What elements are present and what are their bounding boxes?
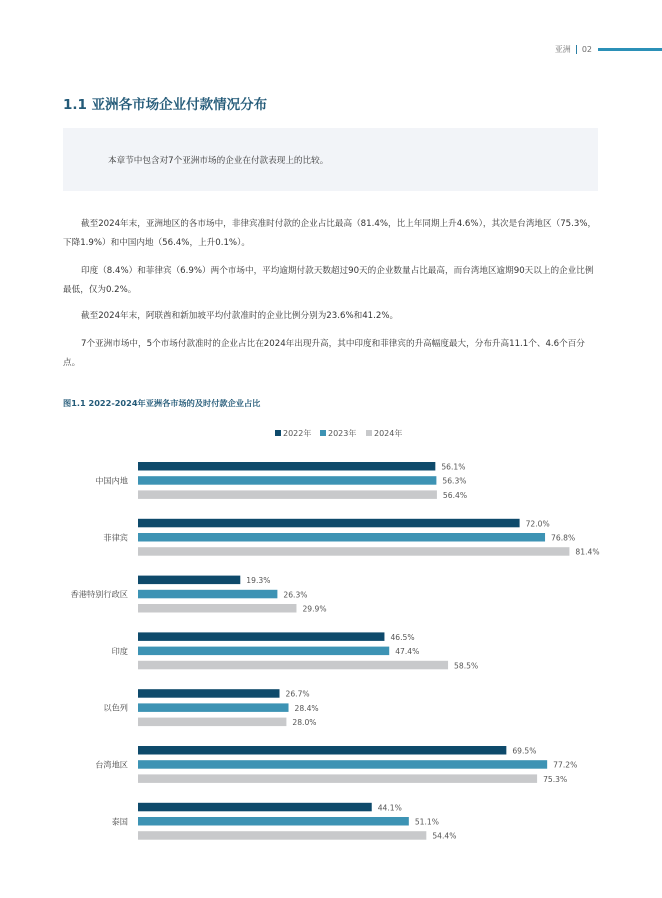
- legend-label-0: 2022年: [283, 429, 312, 438]
- data-label: 26.7%: [285, 689, 310, 699]
- bar: [138, 661, 448, 670]
- legend-swatch-2: [366, 430, 372, 436]
- summary-text: 本章节中包含对7个亚洲市场的企业在付款表现上的比较。: [108, 156, 329, 166]
- bar: [138, 590, 277, 599]
- bar: [138, 533, 545, 542]
- bar: [138, 519, 520, 528]
- paragraph-2: 印度（8.4%）和菲律宾（6.9%）两个市场中，平均逾期付款天数超过90天的企业数量占比最高，而台湾地区逾期90天以上的企业比例最低，仅为0.2%。: [63, 266, 594, 295]
- bar: [138, 718, 286, 727]
- bar: [138, 817, 409, 826]
- data-label: 54.4%: [432, 831, 457, 841]
- paragraph-1: 截至2024年末，亚洲地区的各市场中，非律宾准时付款的企业占比最高（81.4%，比上年同期上升4.6%），其次是台湾地区（75.3%，下降1.9%）和中国内地（56.4%，上升0.1%）。: [63, 219, 597, 248]
- header-section-label: 亚洲: [554, 44, 571, 54]
- data-label: 51.1%: [414, 817, 439, 827]
- bar: [138, 647, 389, 656]
- bar: [138, 462, 435, 471]
- data-label: 46.5%: [390, 632, 415, 642]
- header-accent-line: [598, 48, 662, 51]
- data-label: 19.3%: [246, 576, 271, 586]
- legend-swatch-1: [320, 430, 326, 436]
- data-label: 29.9%: [302, 604, 327, 614]
- data-label: 56.1%: [441, 462, 466, 472]
- data-label: 72.0%: [525, 519, 550, 529]
- data-label: 56.3%: [442, 476, 467, 486]
- page-number: 02: [581, 44, 592, 54]
- data-label: 75.3%: [543, 774, 568, 784]
- data-label: 81.4%: [575, 547, 600, 557]
- legend-label-2: 2024年: [374, 429, 403, 438]
- data-label: 69.5%: [512, 746, 537, 756]
- figure-title: 图1.1 2022-2024年亚洲各市场的及时付款企业占比: [63, 398, 261, 408]
- data-label: 28.4%: [294, 703, 319, 713]
- category-label: 泰国: [111, 816, 128, 827]
- bar: [138, 746, 506, 755]
- bar-chart: [0, 420, 662, 850]
- bar: [138, 604, 296, 613]
- data-label: 47.4%: [395, 647, 420, 657]
- data-label: 28.0%: [292, 718, 317, 728]
- data-label: 26.3%: [283, 590, 308, 600]
- data-label: 56.4%: [442, 490, 468, 500]
- page-header: [555, 42, 662, 56]
- bar: [138, 576, 240, 585]
- legend-swatch-0: [275, 430, 281, 436]
- bar: [138, 547, 569, 556]
- bar: [138, 632, 384, 641]
- category-label: 以色列: [103, 702, 128, 713]
- category-label: 香港特别行政区: [70, 589, 128, 600]
- paragraph-3: 截至2024年末，阿联酋和新加坡平均付款准时的企业比例分别为23.6%和41.2%。: [81, 311, 399, 321]
- bar: [138, 831, 426, 840]
- section-title: 1.1 亚洲各市场企业付款情况分布: [63, 97, 268, 113]
- category-label: 印度: [111, 645, 128, 656]
- data-label: 44.1%: [377, 803, 402, 813]
- bar: [138, 703, 289, 712]
- category-label: 菲律宾: [103, 532, 128, 543]
- category-label: 台湾地区: [95, 759, 128, 770]
- legend-label-1: 2023年: [328, 429, 357, 438]
- header-separator: [576, 45, 577, 54]
- bar: [138, 774, 537, 783]
- paragraph-4: 7个亚洲市场中，5个市场付款准时的企业占比在2024年出现升高，其中印度和菲律宾的升高幅度最大，分布升高11.1个、4.6个百分点。: [63, 339, 585, 368]
- summary-box: [63, 128, 598, 191]
- data-label: 77.2%: [553, 760, 578, 770]
- bar: [138, 803, 372, 812]
- data-label: 76.8%: [551, 533, 576, 543]
- bar: [138, 490, 437, 499]
- bar: [138, 760, 547, 769]
- bar: [138, 689, 280, 698]
- category-label: 中国内地: [95, 475, 128, 486]
- data-label: 58.5%: [454, 661, 479, 671]
- bar: [138, 476, 436, 485]
